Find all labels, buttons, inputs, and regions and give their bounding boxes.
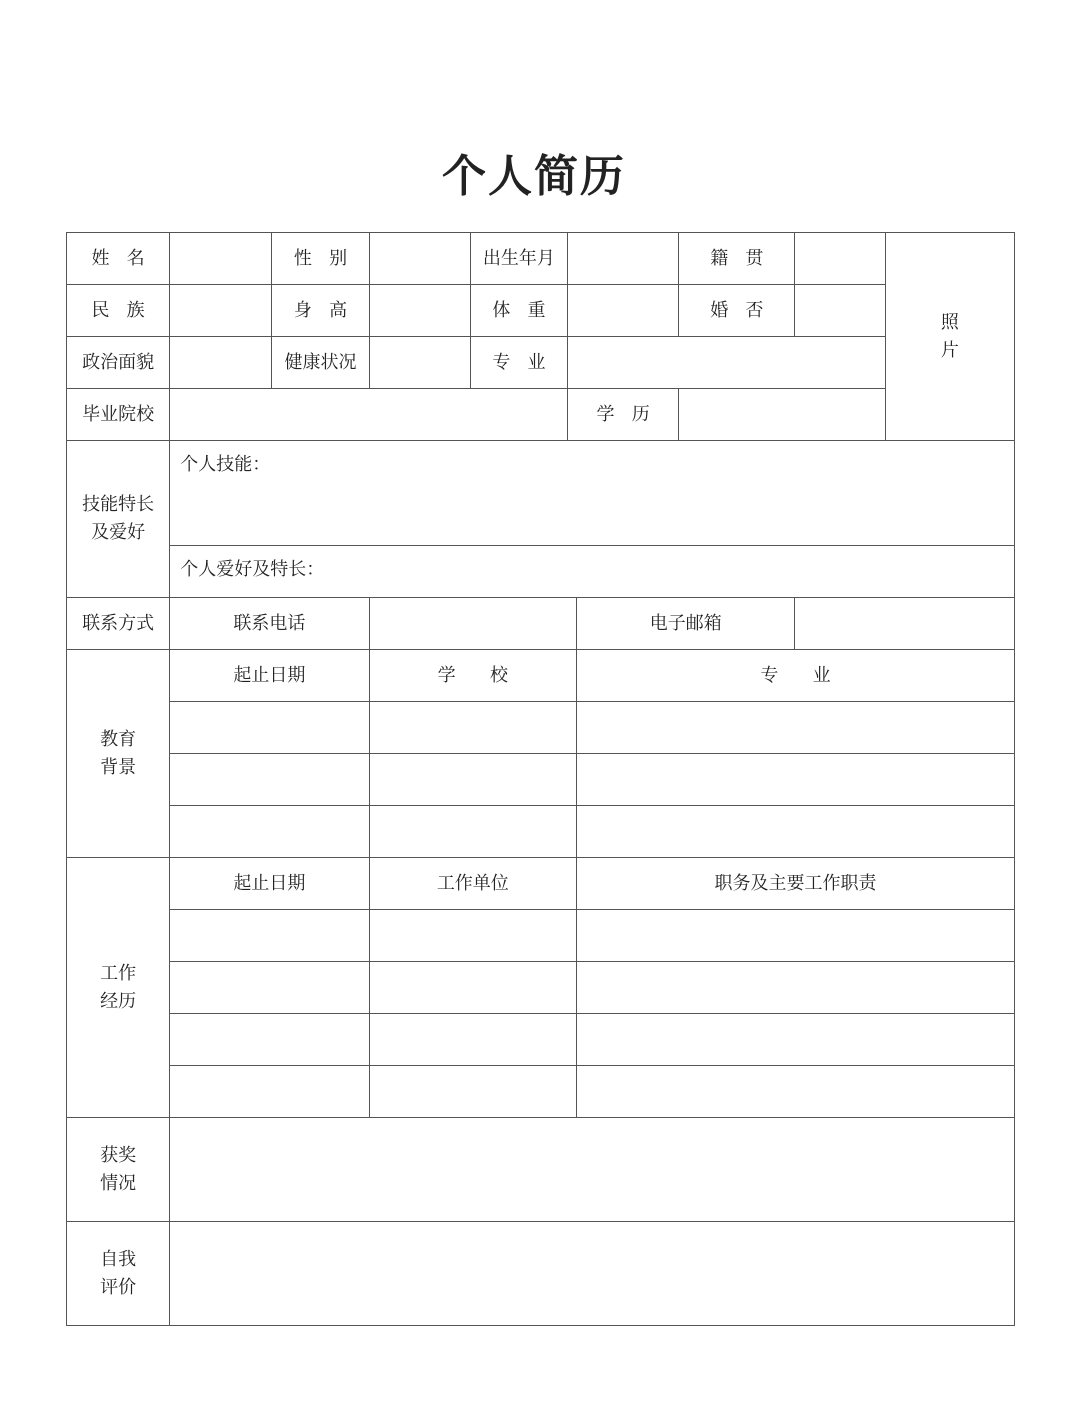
- skills-section-label: 技能特长 及爱好: [67, 441, 170, 598]
- work-header-duties: 职务及主要工作职责: [577, 858, 1015, 910]
- school-value[interactable]: [170, 389, 568, 441]
- degree-value[interactable]: [679, 389, 885, 441]
- name-value[interactable]: [170, 233, 272, 285]
- height-value[interactable]: [369, 285, 470, 337]
- photo-box[interactable]: 照 片: [885, 233, 1014, 441]
- weight-value[interactable]: [568, 285, 679, 337]
- ethnicity-value[interactable]: [170, 285, 272, 337]
- work-date-cell[interactable]: [170, 1014, 369, 1066]
- weight-label: 体 重: [470, 285, 567, 337]
- email-value[interactable]: [795, 598, 1015, 650]
- edu-major-cell[interactable]: [577, 754, 1015, 806]
- personal-skills-field[interactable]: [170, 441, 1015, 546]
- work-duties-cell[interactable]: [577, 1066, 1015, 1118]
- work-date-cell[interactable]: [170, 1066, 369, 1118]
- resume-table: [66, 232, 1015, 1326]
- marital-label: 婚 否: [679, 285, 795, 337]
- self-eval-field[interactable]: [170, 1222, 1015, 1326]
- phone-label: 联系电话: [170, 598, 369, 650]
- edu-school-cell[interactable]: [369, 754, 576, 806]
- school-label: 毕业院校: [67, 389, 170, 441]
- edu-header-school: 学 校: [369, 650, 576, 702]
- name-label: 姓 名: [67, 233, 170, 285]
- edu-school-cell[interactable]: [369, 806, 576, 858]
- hobbies-field[interactable]: [170, 546, 1015, 598]
- native-label: 籍 贯: [679, 233, 795, 285]
- work-company-cell[interactable]: [369, 910, 576, 962]
- ethnicity-label: 民 族: [67, 285, 170, 337]
- personal-skills-label: 个人技能：: [180, 454, 271, 475]
- marital-value[interactable]: [795, 285, 885, 337]
- health-value[interactable]: [369, 337, 470, 389]
- hobbies-label: 个人爱好及特长：: [180, 559, 325, 580]
- edu-header-date: 起止日期: [170, 650, 369, 702]
- work-company-cell[interactable]: [369, 1014, 576, 1066]
- political-value[interactable]: [170, 337, 272, 389]
- birth-value[interactable]: [568, 233, 679, 285]
- degree-label: 学 历: [568, 389, 679, 441]
- height-label: 身 高: [272, 285, 369, 337]
- contact-section-label: 联系方式: [67, 598, 170, 650]
- edu-major-cell[interactable]: [577, 702, 1015, 754]
- major-value[interactable]: [568, 337, 886, 389]
- work-duties-cell[interactable]: [577, 910, 1015, 962]
- edu-school-cell[interactable]: [369, 702, 576, 754]
- major-label: 专 业: [470, 337, 567, 389]
- work-company-cell[interactable]: [369, 962, 576, 1014]
- edu-header-major: 专 业: [577, 650, 1015, 702]
- self-eval-section-label: 自我 评价: [67, 1222, 170, 1326]
- work-duties-cell[interactable]: [577, 1014, 1015, 1066]
- work-company-cell[interactable]: [369, 1066, 576, 1118]
- work-header-company: 工作单位: [369, 858, 576, 910]
- work-header-date: 起止日期: [170, 858, 369, 910]
- page-title: 个人简历: [442, 151, 626, 202]
- edu-date-cell[interactable]: [170, 702, 369, 754]
- health-label: 健康状况: [272, 337, 369, 389]
- gender-label: 性 别: [272, 233, 369, 285]
- political-label: 政治面貌: [67, 337, 170, 389]
- phone-value[interactable]: [369, 598, 576, 650]
- education-section-label: 教育 背景: [67, 650, 170, 858]
- work-date-cell[interactable]: [170, 910, 369, 962]
- gender-value[interactable]: [369, 233, 470, 285]
- edu-date-cell[interactable]: [170, 806, 369, 858]
- awards-section-label: 获奖 情况: [67, 1118, 170, 1222]
- work-date-cell[interactable]: [170, 962, 369, 1014]
- edu-date-cell[interactable]: [170, 754, 369, 806]
- work-section-label: 工作 经历: [67, 858, 170, 1118]
- awards-field[interactable]: [170, 1118, 1015, 1222]
- edu-major-cell[interactable]: [577, 806, 1015, 858]
- email-label: 电子邮箱: [577, 598, 795, 650]
- native-value[interactable]: [795, 233, 885, 285]
- work-duties-cell[interactable]: [577, 962, 1015, 1014]
- birth-label: 出生年月: [470, 233, 567, 285]
